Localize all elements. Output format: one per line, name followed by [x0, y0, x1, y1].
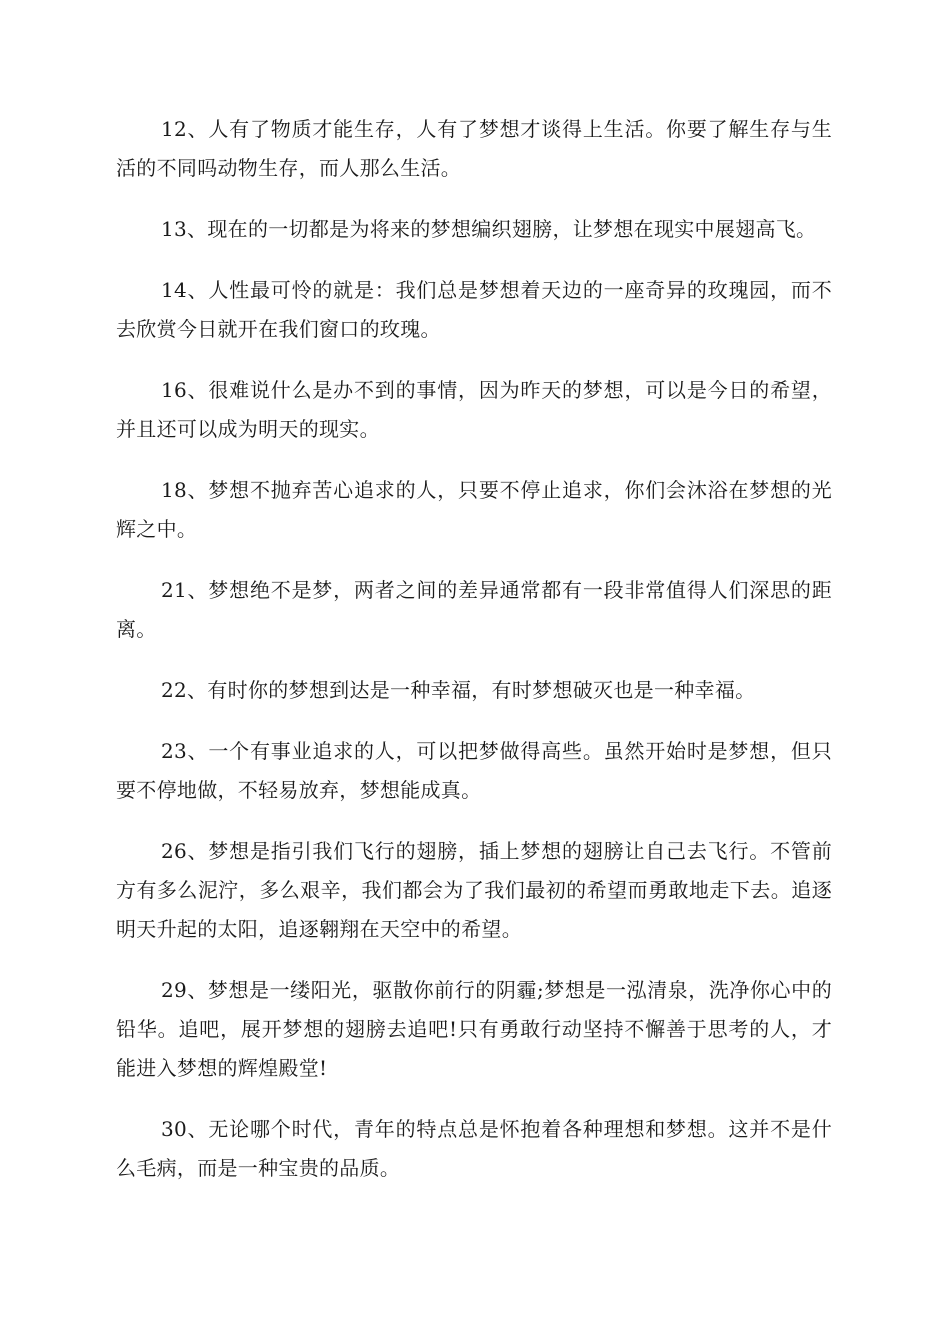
paragraph-26: 26、梦想是指引我们飞行的翅膀，插上梦想的翅膀让自己去飞行。不管前方有多么泥泞，多么艰辛，我们都会为了我们最初的希望而勇敢地走下去。追逐明天升起的太阳，追逐翱翔在天空中的希望。 [116, 839, 832, 941]
paragraph-30: 30、无论哪个时代，青年的特点总是怀抱着各种理想和梦想。这并不是什么毛病，而是一种宝贵的品质。 [116, 1117, 832, 1180]
paragraph-16: 16、很难说什么是办不到的事情，因为昨天的梦想，可以是今日的希望，并且还可以成为明天的现实。 [116, 378, 832, 441]
paragraph-22: 22、有时你的梦想到达是一种幸福，有时梦想破灭也是一种幸福。 [161, 678, 756, 702]
paragraph-14: 14、人性最可怜的就是：我们总是梦想着天边的一座奇异的玫瑰园，而不去欣赏今日就开在我们窗口的玫瑰。 [116, 278, 832, 341]
document-body [116, 110, 832, 1210]
paragraph-12: 12、人有了物质才能生存，人有了梦想才谈得上生活。你要了解生存与生活的不同吗动物生存，而人那么生活。 [116, 117, 832, 180]
paragraph-18: 18、梦想不抛弃苦心追求的人，只要不停止追求，你们会沐浴在梦想的光辉之中。 [116, 478, 832, 541]
paragraph-23: 23、一个有事业追求的人，可以把梦做得高些。虽然开始时是梦想，但只要不停地做，不轻易放弃，梦想能成真。 [116, 739, 832, 802]
paragraph-29: 29、梦想是一缕阳光，驱散你前行的阴霾;梦想是一泓清泉，洗净你心中的铅华。追吧，展开梦想的翅膀去追吧!只有勇敢行动坚持不懈善于思考的人，才能进入梦想的辉煌殿堂! [116, 978, 832, 1080]
paragraph-21: 21、梦想绝不是梦，两者之间的差异通常都有一段非常值得人们深思的距离。 [116, 578, 832, 641]
paragraph-13: 13、现在的一切都是为将来的梦想编织翅膀，让梦想在现实中展翅高飞。 [161, 217, 817, 241]
